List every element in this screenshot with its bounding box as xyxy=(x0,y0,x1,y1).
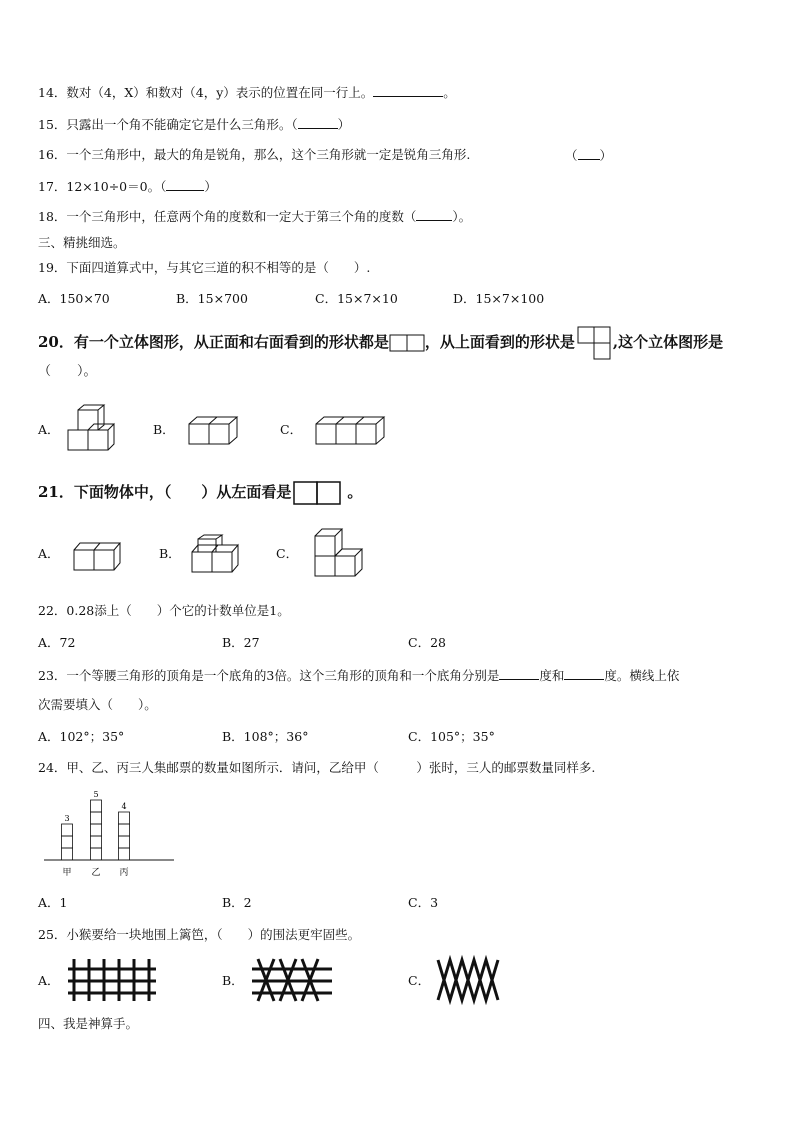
q20-option-c[interactable]: C． xyxy=(280,422,303,437)
q24-option-a[interactable]: A．1 xyxy=(38,895,68,910)
q25-option-b[interactable]: B． xyxy=(222,973,244,988)
q14-blank[interactable] xyxy=(373,84,443,97)
l-shape-top-view xyxy=(577,326,611,360)
stamp-square xyxy=(91,800,102,812)
q23-option-c[interactable]: C．105°；35° xyxy=(408,729,495,744)
tick-label-yi: 乙 xyxy=(91,868,101,878)
section-4-heading: 四、我是神算手。 xyxy=(38,1016,139,1031)
question-20 xyxy=(38,326,723,360)
q15-pre: 15．只露出一个角不能确定它是什么三角形。（ xyxy=(38,117,298,132)
data-label-bing: 4 xyxy=(121,802,127,811)
q16-text: 16．一个三角形中，最大的角是锐角，那么，这个三角形就一定是锐角三角形. xyxy=(38,147,471,162)
question-23 xyxy=(38,667,679,684)
q23-blank-1[interactable] xyxy=(499,667,539,680)
q23-stem-2: 度和 xyxy=(539,668,565,683)
bar-yi xyxy=(91,800,102,860)
stamp-square xyxy=(91,812,102,824)
q22-option-c[interactable]: C．28 xyxy=(408,635,446,650)
q17-pre: 17．12×10÷0＝0。（ xyxy=(38,179,167,194)
q24-option-b[interactable]: B．2 xyxy=(222,895,252,910)
q23-option-a[interactable]: A．102°；35° xyxy=(38,729,125,744)
stamp-square xyxy=(62,836,73,848)
question-21 xyxy=(38,481,362,505)
stamp-count-chart xyxy=(44,786,176,880)
question-17 xyxy=(38,178,217,195)
stamp-square xyxy=(62,848,73,860)
q21-stem-1: 21．下面物体中，（ ）从左面看是 xyxy=(38,483,292,501)
q19-option-d[interactable]: D．15×7×100 xyxy=(453,291,545,306)
bar-bing xyxy=(119,812,130,860)
data-label-jia: 3 xyxy=(64,814,70,823)
stamp-square xyxy=(62,824,73,836)
q19-option-a[interactable]: A．150×70 xyxy=(38,291,110,306)
q14-end: 。 xyxy=(443,85,456,100)
q18-blank[interactable] xyxy=(416,208,452,221)
question-15 xyxy=(38,116,350,133)
stamp-square xyxy=(119,836,130,848)
question-14 xyxy=(38,84,456,101)
q25-option-a[interactable]: A． xyxy=(38,973,60,988)
q21-option-c[interactable]: C． xyxy=(276,546,299,561)
q20-stem-3: ,这个立体图形是 xyxy=(612,333,724,351)
q23-option-b[interactable]: B．108°；36° xyxy=(222,729,309,744)
bar-jia xyxy=(62,824,73,860)
q18-post: ）。 xyxy=(452,209,472,224)
tick-label-bing: 丙 xyxy=(119,868,129,878)
q20-figure-a-cubes xyxy=(66,404,122,452)
q15-post: ） xyxy=(337,117,351,132)
q21-figure-b-cubes xyxy=(190,535,244,575)
q20-figure-c-cubes xyxy=(314,416,386,446)
question-18 xyxy=(38,208,471,225)
question-16 xyxy=(38,147,470,163)
stamp-square xyxy=(91,836,102,848)
data-label-yi: 5 xyxy=(93,790,99,799)
question-24: 24．甲、乙、丙三人集邮票的数量如图所示．请问，乙给甲（ ）张时，三人的邮票数量同样多. xyxy=(38,760,596,775)
q20-option-a[interactable]: A． xyxy=(38,422,60,437)
question-22: 22．0.28添上（ ）个它的计数单位是1。 xyxy=(38,603,290,618)
two-squares-front-view xyxy=(389,334,425,352)
two-squares-left-view xyxy=(293,481,341,505)
stamp-square xyxy=(119,848,130,860)
q16-blank[interactable] xyxy=(578,147,600,160)
q21-figure-c-cubes xyxy=(312,528,364,578)
fence-diamond-figure xyxy=(436,958,504,1002)
q20-option-b[interactable]: B． xyxy=(153,422,175,437)
question-19: 19．下面四道算式中，与其它三道的积不相等的是（ ）. xyxy=(38,260,371,275)
q19-option-b[interactable]: B．15×700 xyxy=(176,291,248,306)
q21-stem-2: 。 xyxy=(347,483,363,501)
q20-figure-b-cubes xyxy=(187,416,243,446)
tick-label-jia: 甲 xyxy=(62,868,72,878)
question-25: 25．小猴要给一块地围上篱笆，（ ）的围法更牢固些。 xyxy=(38,927,361,942)
q21-option-a[interactable]: A． xyxy=(38,546,60,561)
q23-stem-4: 次需要填入（ ）。 xyxy=(38,697,157,712)
q18-pre: 18．一个三角形中，任意两个角的度数和一定大于第三个角的度数（ xyxy=(38,209,417,224)
q20-stem-2: ，从上面看到的形状是 xyxy=(424,333,575,351)
q19-option-c[interactable]: C．15×7×10 xyxy=(315,291,398,306)
q23-blank-2[interactable] xyxy=(564,667,604,680)
q16-pre: （ xyxy=(565,148,578,163)
q14-text: 14．数对（4，X）和数对（4，y）表示的位置在同一行上。 xyxy=(38,85,374,100)
stamp-square xyxy=(91,848,102,860)
q21-option-b[interactable]: B． xyxy=(159,546,181,561)
q24-option-c[interactable]: C．3 xyxy=(408,895,439,910)
stamp-square xyxy=(91,824,102,836)
q23-stem-1: 23．一个等腰三角形的顶角是一个底角的3倍。这个三角形的顶角和一个底角分别是 xyxy=(38,668,500,683)
stamp-square xyxy=(119,812,130,824)
q17-post: ） xyxy=(204,179,217,194)
question-16-answer xyxy=(565,147,612,164)
q16-post: ） xyxy=(599,148,613,163)
q20-stem-4: （ ）。 xyxy=(38,364,97,379)
q23-stem-3: 度。横线上依 xyxy=(604,668,680,683)
section-3-heading: 三、精挑细选。 xyxy=(38,235,126,250)
q22-option-a[interactable]: A．72 xyxy=(38,635,76,650)
q17-blank[interactable] xyxy=(166,178,204,191)
fence-cross-hatch-figure xyxy=(252,957,332,1003)
fence-grid-figure xyxy=(66,957,156,1003)
q25-option-c[interactable]: C． xyxy=(408,973,431,988)
stamp-square xyxy=(119,824,130,836)
q21-figure-a-cubes xyxy=(72,540,124,574)
q15-blank[interactable] xyxy=(298,116,338,129)
q22-option-b[interactable]: B．27 xyxy=(222,635,260,650)
q20-stem-1: 20．有一个立体图形，从正面和右面看到的形状都是 xyxy=(38,333,389,351)
